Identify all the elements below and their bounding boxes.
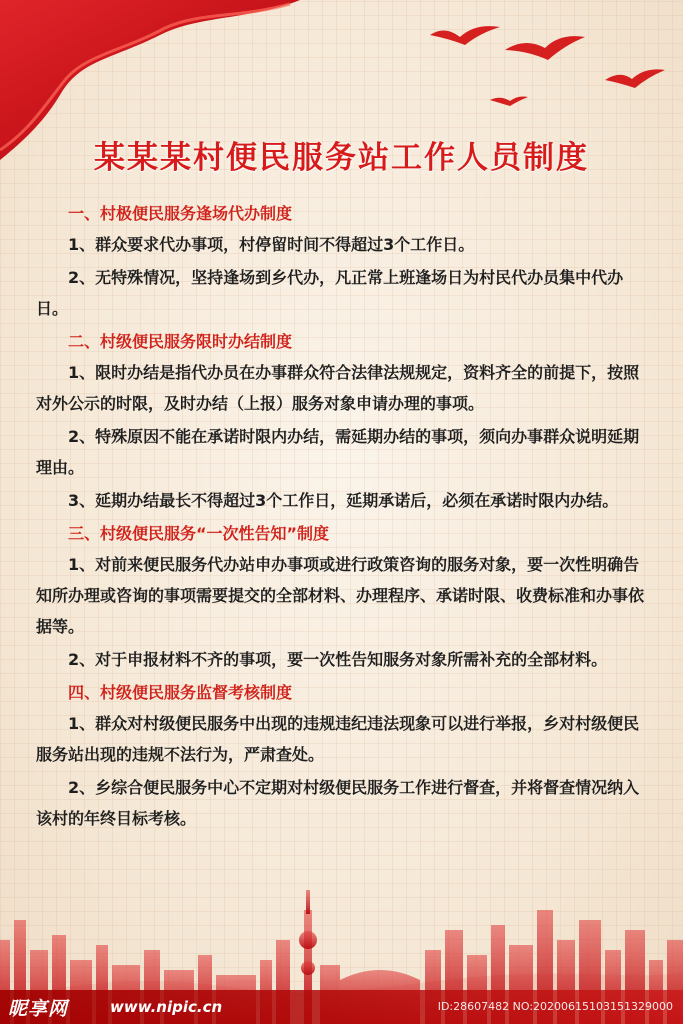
- section-heading: 二、村级便民服务限时办结制度: [68, 332, 293, 351]
- flying-birds-icon: [420, 15, 670, 115]
- section-heading: 三、村级便民服务“一次性告知”制度: [68, 524, 330, 543]
- section-paragraph: 2、无特殊情况，坚持逢场到乡代办，凡正常上班逢场日为村民代办员集中代办日。: [36, 268, 624, 318]
- section-paragraph: 1、对前来便民服务代办站申办事项或进行政策咨询的服务对象，要一次性明确告知所办理或咨询的事项需要提交的全部材料、办理程序、承诺时限、收费标准和办事依据等。: [36, 555, 645, 636]
- section-4: [36, 677, 644, 834]
- section-1: [36, 198, 644, 324]
- section-3: [36, 518, 644, 675]
- section-paragraph: 2、乡综合便民服务中心不定期对村级便民服务工作进行督查，并将督查情况纳入该村的年终目标考核。: [36, 778, 640, 828]
- watermark-url: www.nipic.cn: [110, 998, 223, 1016]
- section-2: [36, 326, 644, 516]
- section-heading: 四、村级便民服务监督考核制度: [68, 683, 293, 702]
- section-paragraph: 1、限时办结是指代办员在办事群众符合法律法规规定，资料齐全的前提下，按照对外公示的时限，及时办结（上报）服务对象申请办理的事项。: [36, 363, 640, 413]
- section-heading: 一、村极便民服务逢场代办制度: [68, 204, 293, 223]
- section-paragraph: 2、对于申报材料不齐的事项，要一次性告知服务对象所需补充的全部材料。: [68, 650, 608, 669]
- watermark-logo: 昵享网: [8, 998, 69, 1020]
- section-paragraph: 1、群众对村级便民服务中出现的违规违纪违法现象可以进行举报，乡对村级便民服务站出现的违规不法行为，严肃查处。: [36, 714, 640, 764]
- section-paragraph: 1、群众要求代办事项，村停留时间不得超过3个工作日。: [68, 235, 475, 254]
- section-paragraph: 2、特殊原因不能在承诺时限内办结，需延期办结的事项，须向办事群众说明延期理由。: [36, 427, 640, 477]
- section-paragraph: 3、延期办结最长不得超过3个工作日，延期承诺后，必须在承诺时限内办结。: [68, 491, 619, 510]
- page-title: 某某某村便民服务站工作人员制度: [94, 140, 589, 176]
- watermark-id: ID:28607482 NO:20200615103151329000: [437, 1000, 673, 1013]
- regulations-content: [36, 198, 644, 836]
